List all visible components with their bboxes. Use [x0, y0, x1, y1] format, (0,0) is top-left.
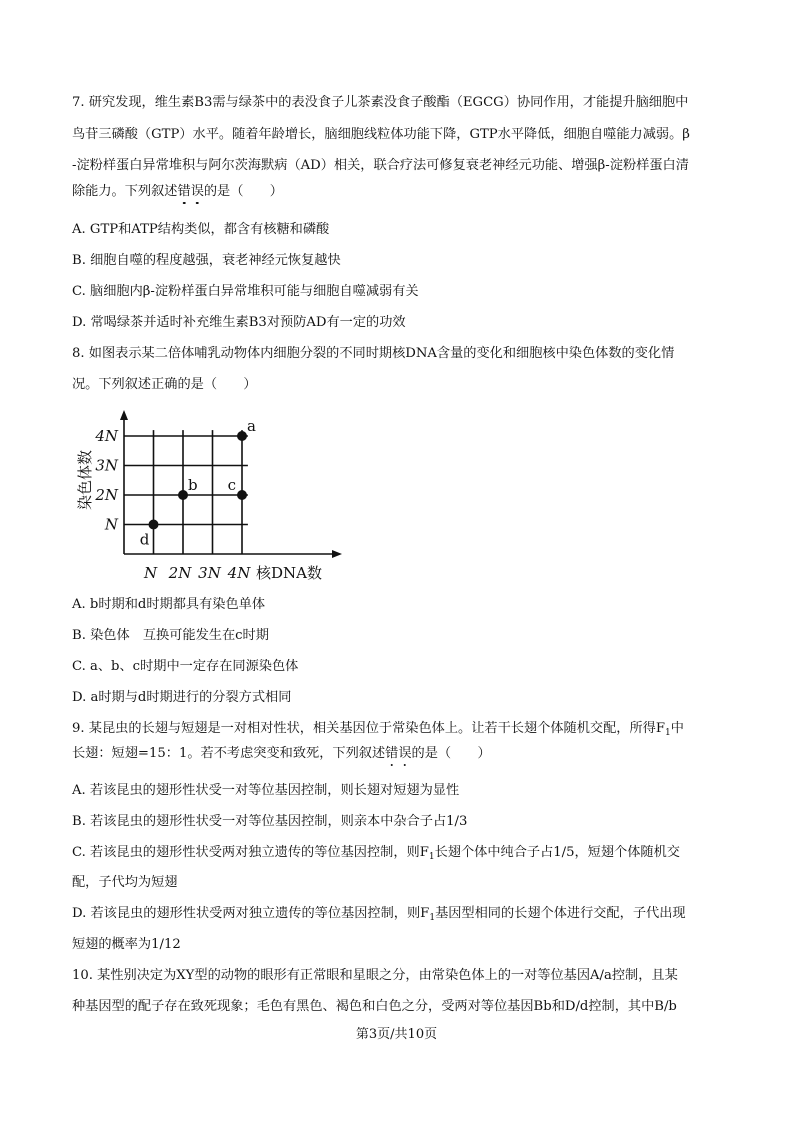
q9-option-c-line-2: 配，子代均为短翅 [72, 875, 178, 890]
y-tick-label: 2N [95, 486, 118, 504]
q8-stem-line-1: 8. 如图表示某二倍体哺乳动物体内细胞分裂的不同时期核DNA含量的变化和细胞核中染色体数的变化情 [72, 346, 675, 361]
q9-option-c-text: C. 若该昆虫的翅形性状受两对独立遗传的等位基因控制，则F [72, 845, 429, 860]
q7-stem-line-2: 鸟苷三磷酸（GTP）水平。随着年龄增长，脑细胞线粒体功能下降，GTP水平降低，细胞自噬能力减弱。β [72, 127, 690, 142]
chart-ticks [94, 427, 251, 582]
q8-option-c: C. a、b、c时期中一定存在同源染色体 [72, 659, 299, 674]
q7-stem-line-1: 7. 研究发现，维生素B3需与绿茶中的表没食子儿茶素没食子酸酯（EGCG）协同作用，才能提升脑细胞中 [72, 95, 689, 110]
q7-option-c: C. 脑细胞内β-淀粉样蛋白异常堆积可能与细胞自噬减弱有关 [72, 284, 419, 299]
q7-option-b: B. 细胞自噬的程度越强，衰老神经元恢复越快 [72, 253, 341, 268]
x-tick-label: 4N [227, 564, 251, 582]
y-axis-arrow [120, 410, 128, 420]
q9-emphasis-char: 错 [385, 746, 399, 761]
data-point-d [149, 520, 159, 530]
q7-stem-line-3: -淀粉样蛋白异常堆积与阿尔茨海默病（AD）相关，联合疗法可修复衰老神经元功能、增强β-淀粉样蛋白清 [72, 158, 689, 173]
data-point-a [237, 431, 247, 441]
data-label-b: b [188, 476, 198, 494]
page-footer: 第3页/共10页 [355, 1027, 438, 1042]
q7-emphasis-char: 错 [177, 184, 191, 199]
chromosome-dna-chart [72, 410, 342, 586]
q7-stem-text: 的是（ ） [203, 184, 283, 199]
data-point-b [178, 490, 188, 500]
q7-stem-line-4 [72, 183, 283, 201]
y-tick-label: 4N [95, 427, 118, 445]
data-point-c [237, 490, 247, 500]
q9-stem-line-1 [72, 720, 684, 742]
q7-option-a: A. GTP和ATP结构类似，都含有核糖和磷酸 [72, 222, 330, 237]
q9-option-c-text: 长翅个体中纯合子占1/5，短翅个体随机交 [434, 845, 680, 860]
q9-subscript: 1 [664, 728, 671, 738]
q9-option-d-line-1 [72, 905, 686, 927]
x-tick-label: 2N [168, 564, 192, 582]
data-label-a: a [247, 417, 256, 435]
q9-emphasis-char: 误 [398, 746, 412, 761]
q9-stem-text: 的是（ ） [411, 746, 491, 761]
q9-subscript: 1 [428, 852, 435, 862]
q9-option-a: A. 若该昆虫的翅形性状受一对等位基因控制，则长翅对短翅为显性 [72, 783, 460, 798]
x-tick-label: 3N [198, 564, 221, 582]
q9-option-d-text: D. 若该昆虫的翅形性状受两对独立遗传的等位基因控制，则F [72, 906, 430, 921]
y-tick-label: N [104, 515, 118, 534]
q9-stem-text: 中 [670, 721, 684, 736]
q9-option-c-line-1 [72, 844, 680, 866]
y-tick-label: 3N [95, 456, 118, 475]
q10-stem-line-1: 10. 某性别决定为XY型的动物的眼形有正常眼和星眼之分，由常染色体上的一对等位基因A/a控制，且某 [72, 968, 678, 983]
q8-option-d: D. a时期与d时期进行的分裂方式相同 [72, 690, 292, 705]
x-axis-arrow [332, 550, 342, 558]
q10-stem-line-2: 种基因型的配子存在致死现象；毛色有黑色、褐色和白色之分，受两对等位基因Bb和D/d控制，其中B/b [72, 999, 677, 1014]
q9-stem-line-2 [72, 745, 491, 763]
q8-option-b: B. 染色体 互换可能发生在c时期 [72, 628, 269, 643]
q9-option-b: B. 若该昆虫的翅形性状受一对等位基因控制，则亲本中杂合子占1/3 [72, 814, 468, 829]
q7-emphasis-char: 误 [190, 184, 204, 199]
y-axis-label: 染色体数 [76, 449, 94, 511]
q8-stem-line-2: 况。下列叙述正确的是（ ） [72, 377, 257, 392]
q9-option-d-text: 基因型相同的长翅个体进行交配，子代出现 [435, 906, 686, 921]
data-label-d: d [139, 530, 150, 549]
q9-option-d-line-2: 短翅的概率为1/12 [72, 937, 181, 952]
q9-stem-text: 长翅：短翅=15：1。若不考虑突变和致死，下列叙述 [72, 746, 386, 761]
q7-stem-text: 除能力。下列叙述 [72, 184, 178, 199]
q8-option-a: A. b时期和d时期都具有染色单体 [72, 597, 266, 612]
q9-stem-text: 9. 某昆虫的长翅与短翅是一对相对性状，相关基因位于常染色体上。让若干长翅个体随机交配，所得F [72, 721, 665, 736]
data-label-c: c [227, 476, 236, 494]
x-axis-label: 核DNA数 [256, 564, 322, 582]
x-tick-label: N [143, 564, 158, 582]
q9-subscript: 1 [429, 913, 436, 923]
q7-option-d: D. 常喝绿茶并适时补充维生素B3对预防AD有一定的功效 [72, 315, 406, 330]
